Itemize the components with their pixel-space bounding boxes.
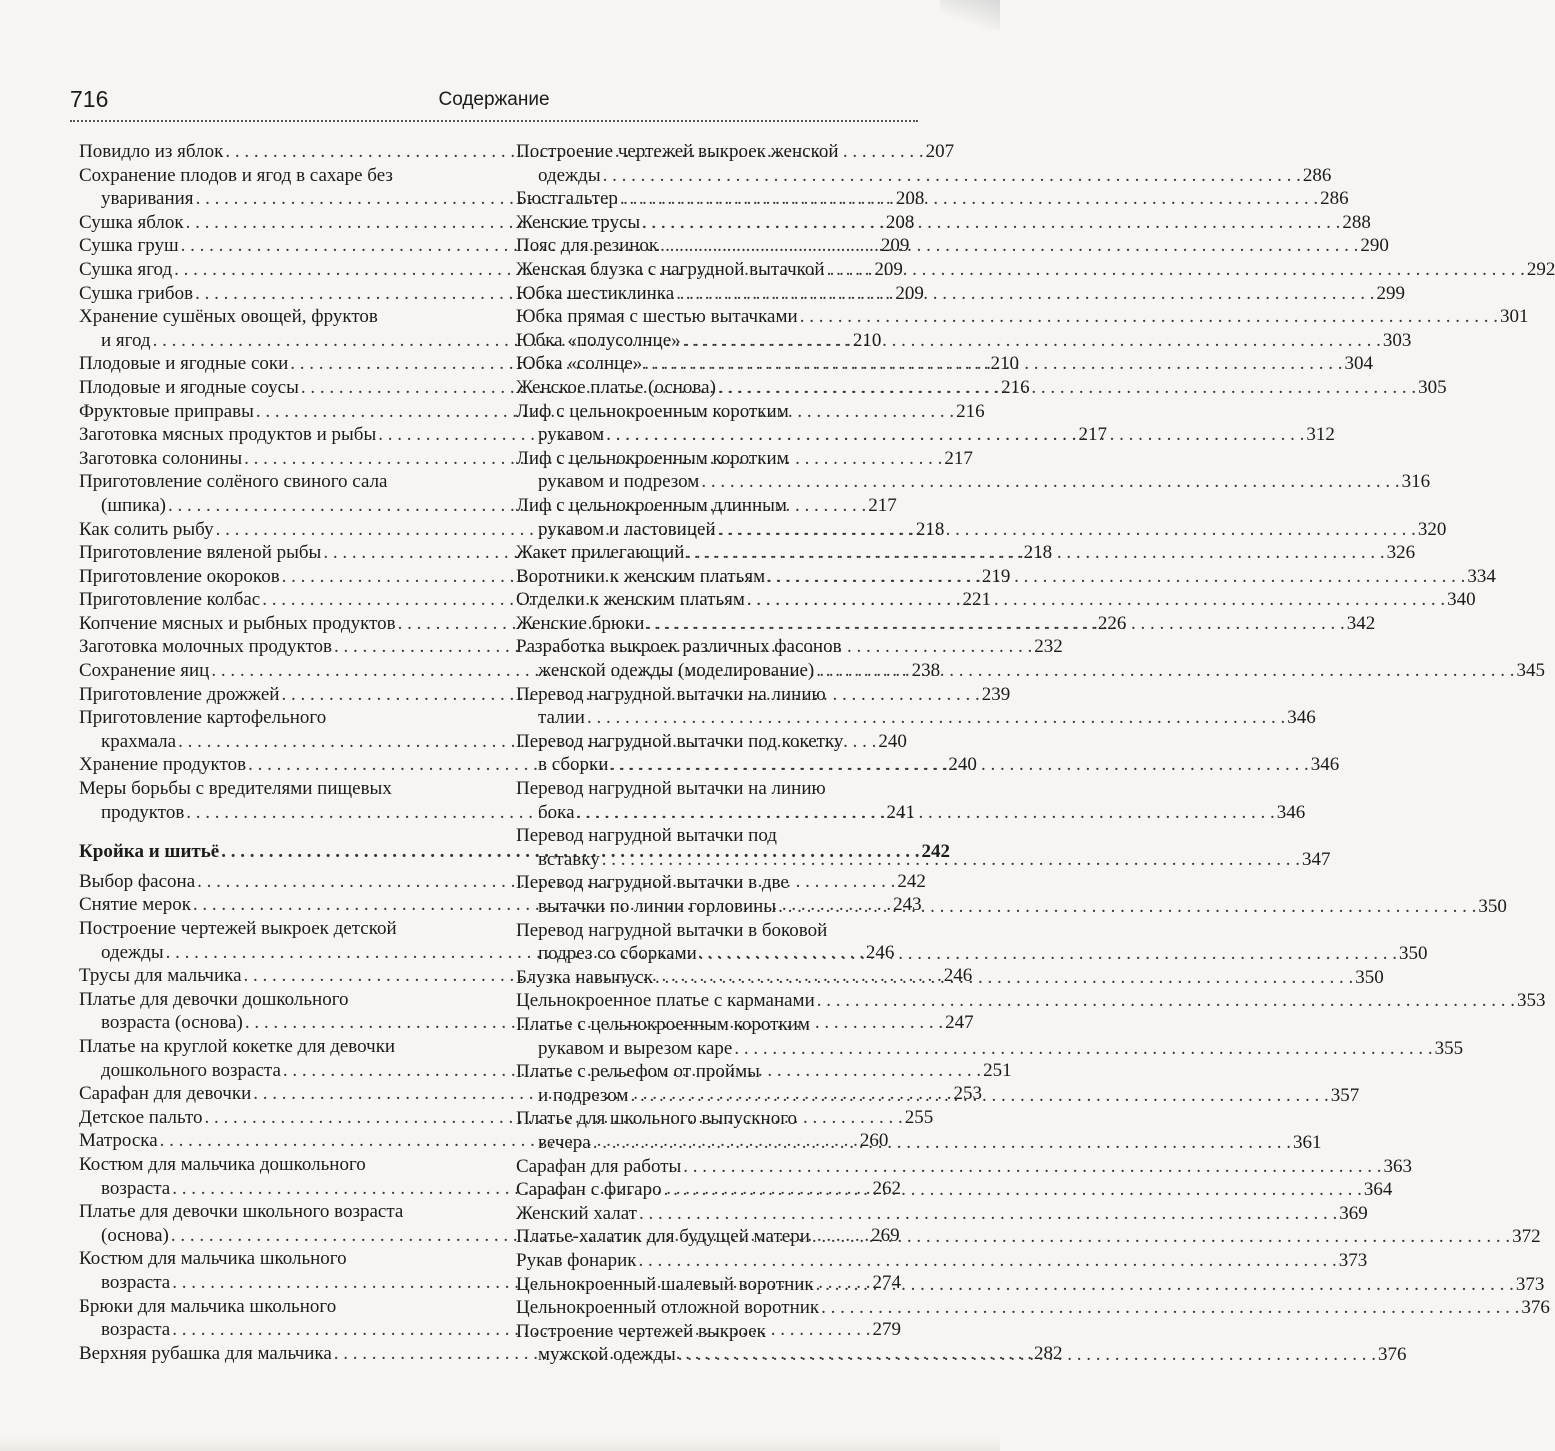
toc-entry-title: Женское платье (основа) xyxy=(516,376,716,398)
dot-leader xyxy=(646,612,1344,636)
toc-page-number: 364 xyxy=(1363,1179,1393,1201)
toc-page-number: 346 xyxy=(1287,707,1316,729)
toc-entry-title: Плодовые и ягодные соусы xyxy=(79,376,299,398)
toc-entry-title: Перевод нагрудной вытачки под xyxy=(516,825,777,847)
dot-leader xyxy=(638,1249,1336,1273)
toc-entry-title: Хранение сушёных овощей, фруктов xyxy=(79,306,378,328)
toc-page-number: 240 xyxy=(878,730,907,752)
toc-page-number: 316 xyxy=(1401,471,1431,493)
toc-page-number: 210 xyxy=(852,329,882,351)
toc-entry-title: Приготовление вяленой рыбы xyxy=(79,542,322,564)
toc-entry-line xyxy=(516,234,1389,258)
toc-entry-title: Кройка и шитьё xyxy=(79,841,220,863)
toc-page-number: 218 xyxy=(915,518,945,540)
dot-leader xyxy=(767,565,1465,589)
toc-entry-line xyxy=(516,329,1412,353)
dot-leader xyxy=(664,1178,1362,1202)
page-number: 716 xyxy=(70,86,109,112)
toc-entry xyxy=(516,989,1546,1013)
dot-leader xyxy=(593,1132,1291,1153)
toc-entry-line xyxy=(516,211,1371,235)
toc-entry-line xyxy=(516,305,1529,329)
toc-entry-title: Сушка яблок xyxy=(79,211,184,233)
toc-entry xyxy=(516,777,1306,824)
toc-entry-title-cont: дошкольного возраста xyxy=(101,1059,281,1081)
toc-page-number: 301 xyxy=(1499,306,1529,328)
toc-entry-line xyxy=(516,187,1349,211)
toc-page-number: 253 xyxy=(953,1083,982,1105)
toc-page-number: 246 xyxy=(865,941,895,963)
toc-page-number: 357 xyxy=(1330,1084,1360,1106)
toc-page-number: 304 xyxy=(1344,353,1374,375)
dot-leader xyxy=(827,258,1525,282)
toc-entry-title: Юбка «солнце» xyxy=(516,353,643,375)
toc-page-number: 218 xyxy=(1023,542,1053,564)
toc-entry-title-cont: уваривания xyxy=(101,188,194,210)
toc-entry-title: Воротники к женским платьям xyxy=(516,565,766,587)
toc-entry-title: Построение чертежей выкроек xyxy=(516,1320,766,1342)
toc-entry-title: Заготовка мясных продуктов и рыбы xyxy=(79,424,377,446)
toc-entry xyxy=(516,1249,1368,1273)
toc-entry-title: Женские трусы xyxy=(516,211,641,233)
toc-page-number: 286 xyxy=(1302,164,1332,186)
dot-leader xyxy=(660,234,1358,258)
toc-entry-title: Матроска xyxy=(79,1130,158,1152)
toc-entry-title: Цельнокроенный шалевый воротник xyxy=(516,1273,814,1295)
toc-entry-title: Снятие мерок xyxy=(79,894,191,916)
toc-entry-title: Сохранение плодов и ягод в сахаре без xyxy=(79,164,393,186)
toc-entry-line xyxy=(516,1131,1322,1155)
toc-entry-title-cont: в сборки xyxy=(538,754,609,776)
toc-entry-title: Построение чертежей выкроек детской xyxy=(79,918,397,939)
toc-entry-line xyxy=(516,989,1546,1013)
toc-entry-title-cont: рукавом и ластовицей xyxy=(538,518,716,540)
toc-entry xyxy=(516,187,1349,211)
dot-leader xyxy=(718,519,1416,540)
toc-entry-title: Верхняя рубашка для мальчика xyxy=(79,1342,332,1364)
toc-page-number: 361 xyxy=(1293,1131,1322,1153)
toc-entry xyxy=(516,329,1412,353)
toc-page-number: 217 xyxy=(1078,424,1107,446)
toc-entry-title-cont: вытачки по линии горловины xyxy=(538,896,777,917)
toc-page-number: 210 xyxy=(990,353,1020,375)
toc-entry-line xyxy=(516,1296,1550,1320)
toc-entry xyxy=(516,234,1389,258)
page-corner-shadow xyxy=(940,0,1000,30)
toc-page-number: 279 xyxy=(872,1319,901,1341)
toc-entry-title: Сушка ягод xyxy=(79,258,173,280)
toc-page-number: 239 xyxy=(981,683,1011,705)
toc-entry-title: Разработка выкроек различных фасонов xyxy=(516,636,842,658)
toc-entry-title: Приготовление дрожжей xyxy=(79,683,280,705)
toc-page-number: 255 xyxy=(904,1106,934,1128)
toc-entry-title: Приготовление солёного свиного сала xyxy=(79,471,388,493)
toc-page-number: 286 xyxy=(1320,188,1349,210)
dot-leader xyxy=(620,187,1318,211)
dot-leader xyxy=(606,424,1304,445)
toc-entry-title: Сарафан для девочки xyxy=(79,1083,252,1105)
toc-page-number: 260 xyxy=(859,1130,889,1152)
toc-entry-title: Перевод нагрудной вытачки в две xyxy=(516,872,789,894)
toc-page-number: 288 xyxy=(1342,211,1371,233)
toc-page-number: 363 xyxy=(1383,1155,1413,1177)
toc-page-number: 326 xyxy=(1386,542,1416,564)
dot-leader xyxy=(587,707,1285,728)
toc-entry-title: Как солить рыбу xyxy=(79,518,214,540)
dot-leader xyxy=(683,329,1381,353)
toc-entry-line xyxy=(516,470,1431,494)
toc-page-number: 209 xyxy=(874,258,903,280)
toc-entry-title: Юбка «полусолнце» xyxy=(516,329,681,351)
toc-page-number: 242 xyxy=(897,870,926,892)
dot-leader xyxy=(610,754,1308,775)
dot-leader xyxy=(642,211,1340,235)
toc-page-number: 242 xyxy=(921,841,950,863)
toc-entry xyxy=(516,305,1529,329)
toc-entry-title: Заготовка солонины xyxy=(79,447,243,469)
toc-entry-title: Детское пальто xyxy=(79,1106,203,1128)
toc-page-number: 372 xyxy=(1512,1226,1541,1248)
toc-page-number: 345 xyxy=(1516,660,1546,682)
toc-entry-line xyxy=(516,801,1306,825)
toc-page-number: 373 xyxy=(1515,1273,1545,1295)
toc-page-number: 353 xyxy=(1517,990,1546,1012)
toc-entry xyxy=(516,1178,1393,1202)
toc-page-number: 208 xyxy=(885,211,915,233)
toc-entry-title-cont: возраста xyxy=(101,1319,171,1341)
dot-leader xyxy=(639,1202,1337,1226)
toc-entry-title: Копчение мясных и рыбных продуктов xyxy=(79,612,396,634)
toc-entry-title-cont: (основа) xyxy=(101,1224,169,1246)
toc-page-number: 303 xyxy=(1382,329,1412,351)
dot-leader xyxy=(718,376,1416,400)
toc-entry-title: Рукав фонарик xyxy=(516,1249,637,1271)
toc-entry-title: Цельнокроенный отложной воротник xyxy=(516,1297,820,1319)
toc-entry-title: Костюм для мальчика дошкольного xyxy=(79,1153,366,1175)
dot-leader xyxy=(817,989,1515,1013)
toc-page-number: 247 xyxy=(945,1012,974,1034)
toc-page-number: 209 xyxy=(880,235,910,257)
toc-entry-title-cont: продуктов xyxy=(101,801,185,823)
toc-page-number: 219 xyxy=(981,565,1011,587)
dot-leader xyxy=(699,943,1397,964)
toc-entry-title: Построение чертежей выкроек женской xyxy=(516,141,839,162)
toc-page-number: 240 xyxy=(948,754,977,776)
toc-page-number: 238 xyxy=(911,660,941,682)
toc-entry-line xyxy=(516,1225,1541,1249)
toc-page-number: 334 xyxy=(1467,565,1496,587)
toc-entry-title: Хранение продуктов xyxy=(79,754,247,776)
running-title: Содержание xyxy=(438,89,550,110)
toc-entry-title: Костюм для мальчика школьного xyxy=(79,1248,347,1270)
toc-entry-title: Брюки для мальчика школьного xyxy=(79,1295,337,1317)
toc-entry-title-cont: одежды xyxy=(101,941,164,963)
toc-entry-title-cont: возраста xyxy=(101,1177,171,1199)
toc-entry-title: Женские брюки xyxy=(516,612,645,634)
toc-entry-line xyxy=(516,282,1405,306)
toc-page-number: 217 xyxy=(944,447,973,469)
toc-entry-title: Фруктовые приправы xyxy=(79,400,254,422)
toc-page-number: 340 xyxy=(1447,589,1476,611)
toc-page-number: 347 xyxy=(1301,848,1331,870)
toc-entry-title: Сохранение яиц xyxy=(79,660,210,682)
toc-page-number: 373 xyxy=(1338,1249,1368,1271)
toc-entry-title: Трусы для мальчика xyxy=(79,965,242,987)
toc-page-number: 246 xyxy=(943,965,973,987)
toc-page-number: 221 xyxy=(962,589,991,611)
toc-entry xyxy=(516,1202,1368,1226)
toc-page-number: 299 xyxy=(1376,282,1405,304)
toc-entry-title: Перевод нагрудной вытачки в боковой xyxy=(516,919,828,941)
toc-page-number: 274 xyxy=(872,1271,901,1293)
toc-entry-title: Лиф с цельнокроенным длинным xyxy=(516,494,787,516)
toc-entry xyxy=(516,871,1507,918)
toc-entry xyxy=(516,282,1405,306)
toc-entry-title: Приготовление колбас xyxy=(79,589,261,611)
dot-leader xyxy=(812,1225,1510,1249)
toc-entry-title: Выбор фасона xyxy=(79,870,196,892)
toc-page-number: 292 xyxy=(1526,258,1555,280)
toc-entry-line xyxy=(516,1202,1368,1226)
running-header xyxy=(70,86,918,122)
toc-entry-title-cont: одежды xyxy=(538,164,601,186)
toc-page-number: 376 xyxy=(1378,1344,1407,1366)
toc-entry-line xyxy=(516,942,1428,966)
toc-page-number: 216 xyxy=(956,400,985,422)
toc-page-number: 243 xyxy=(893,894,922,916)
toc-page-number: 350 xyxy=(1478,896,1507,917)
toc-page-number: 346 xyxy=(1276,801,1306,823)
toc-entry-title: Сушка груш xyxy=(79,235,179,257)
toc-entry-title-cont: и ягод xyxy=(101,329,151,351)
dot-leader xyxy=(683,1155,1381,1179)
dot-leader xyxy=(577,802,1275,823)
toc-entry-line xyxy=(516,258,1555,282)
toc-entry-title: Пояс для резинок xyxy=(516,235,659,257)
toc-page-number: 350 xyxy=(1399,943,1428,965)
page-bottom-edge xyxy=(0,1437,1000,1451)
toc-page-number: 226 xyxy=(1097,612,1127,634)
toc-page-number: 350 xyxy=(1355,966,1384,988)
toc-entry-title: Лиф с цельнокроенным коротким xyxy=(516,400,789,422)
toc-entry xyxy=(516,258,1555,282)
toc-page-number: 369 xyxy=(1339,1202,1368,1224)
toc-entry-line xyxy=(516,164,1332,188)
toc-entry-title-cont: возраста xyxy=(101,1271,171,1293)
dot-leader xyxy=(655,966,1353,990)
toc-entry-title: Сарафан для работы xyxy=(516,1155,682,1177)
toc-entry xyxy=(516,1296,1550,1320)
toc-page-number: 217 xyxy=(868,494,897,516)
toc-entry-title-cont: женской одежды (моделирование) xyxy=(538,660,815,682)
toc-entry-title: Платье для девочки дошкольного xyxy=(79,988,349,1010)
dot-leader xyxy=(800,305,1498,329)
toc-entry-title: Платье для школьного выпускного xyxy=(516,1108,798,1130)
toc-entry-title-cont: подрез со сборками xyxy=(538,943,697,965)
toc-entry-title-cont: возраста (основа) xyxy=(101,1012,243,1034)
toc-entry-title: Перевод нагрудной вытачки на линию xyxy=(516,778,826,800)
dot-leader xyxy=(676,282,1374,306)
toc-entry-line xyxy=(516,1249,1368,1273)
toc-entry-title: Юбка шестиклинка xyxy=(516,282,675,304)
dot-leader xyxy=(747,588,1445,612)
dot-leader xyxy=(686,541,1384,565)
toc-entry-title: Плодовые и ягодные соки xyxy=(79,353,289,375)
toc-entry-line xyxy=(516,895,1507,919)
toc-entry-title-cont: вставку xyxy=(538,848,600,870)
toc-entry-title: Сушка грибов xyxy=(79,282,194,304)
toc-page-number: 320 xyxy=(1417,518,1447,540)
toc-entry xyxy=(516,1273,1545,1297)
dot-leader xyxy=(816,660,1514,681)
toc-page-number: 241 xyxy=(886,801,916,823)
toc-entry-title: Цельнокроенное платье с карманами xyxy=(516,990,815,1012)
toc-entry-title-cont: талии xyxy=(538,707,585,729)
toc-entry-title: Лиф с цельнокроенным коротким xyxy=(516,447,789,469)
toc-entry-title: Блузка навыпуск xyxy=(516,966,653,988)
toc-page-number: 262 xyxy=(872,1177,901,1199)
toc-page-number: 376 xyxy=(1521,1297,1550,1319)
toc-page-number: 342 xyxy=(1346,612,1376,634)
toc-entry xyxy=(516,1155,1413,1179)
toc-entry-title: Перевод нагрудной вытачки под кокетку xyxy=(516,730,844,752)
toc-entry-title: Приготовление окороков xyxy=(79,565,280,587)
dot-leader xyxy=(701,471,1399,492)
toc-page-number: 282 xyxy=(1034,1342,1063,1364)
toc-page-number: 216 xyxy=(1001,376,1030,398)
toc-entry-title: Платье с рельефом от проймы xyxy=(516,1061,760,1083)
toc-page-number: 232 xyxy=(1034,636,1063,658)
toc-entry xyxy=(516,919,1428,966)
toc-entry-title: Платье-халатик для будущей матери xyxy=(516,1226,810,1248)
dot-leader xyxy=(602,849,1300,870)
toc-entry xyxy=(516,1225,1541,1249)
dot-leader xyxy=(630,1085,1328,1106)
toc-page-number: 251 xyxy=(983,1059,1012,1081)
toc-entry-title: Меры борьбы с вредителями пищевых xyxy=(79,778,392,800)
toc-entry-line xyxy=(516,1037,1464,1061)
toc-entry-line xyxy=(516,1155,1413,1179)
toc-entry-title-cont: мужской одежды xyxy=(538,1344,676,1366)
toc-entry-title: Отделки к женским платьям xyxy=(516,589,745,611)
dot-leader xyxy=(816,1273,1514,1297)
toc-entry-title-cont: вечера xyxy=(538,1131,591,1153)
toc-entry-title: Заготовка молочных продуктов xyxy=(79,636,332,658)
toc-entry-title-cont: рукавом и подрезом xyxy=(538,471,700,493)
toc-entry-title: Юбка прямая с шестью вытачками xyxy=(516,306,798,328)
toc-entry-title: Перевод нагрудной вытачки на линию xyxy=(516,683,826,705)
toc-entry-title-cont: рукавом xyxy=(538,424,605,446)
toc-entry-title-cont: и подрезом xyxy=(538,1084,629,1106)
toc-entry-title: Сарафан с фигаро xyxy=(516,1179,662,1201)
toc-entry-title: Приготовление картофельного xyxy=(79,707,327,729)
toc-entry-line xyxy=(516,706,1316,730)
toc-entry-title: Платье с цельнокроенным коротким xyxy=(516,1013,810,1035)
toc-page-number: 269 xyxy=(871,1224,900,1246)
toc-entry-title: Повидло из яблок xyxy=(79,141,224,162)
toc-entry-title-cont: бока xyxy=(538,801,575,823)
toc-entry-title-cont: крахмала xyxy=(101,730,177,752)
toc-entry-title-cont: рукавом и вырезом каре xyxy=(538,1037,733,1059)
dot-leader xyxy=(603,165,1301,186)
toc-entry-title: Бюстгальтер xyxy=(516,188,618,210)
toc-page-number: 312 xyxy=(1306,424,1335,446)
toc-entry xyxy=(516,211,1371,235)
toc-entry-title: Платье для девочки школьного возраста xyxy=(79,1201,404,1223)
dot-leader xyxy=(778,896,1476,917)
toc-page-number: 346 xyxy=(1310,754,1340,776)
toc-entry-line xyxy=(516,1178,1393,1202)
dot-leader xyxy=(821,1296,1519,1320)
toc-page-number: 290 xyxy=(1360,235,1389,257)
toc-entry-title: Женская блузка с нагрудной вытачкой xyxy=(516,258,825,280)
toc-entry-title: Женский халат xyxy=(516,1202,637,1224)
dot-leader xyxy=(678,1344,1376,1365)
toc-entry-title: Жакет прилегающий xyxy=(516,542,685,564)
toc-page-number: 207 xyxy=(925,141,955,162)
toc-page-number: 305 xyxy=(1418,376,1447,398)
dot-leader xyxy=(734,1038,1432,1059)
toc-page-number: 355 xyxy=(1434,1037,1464,1059)
toc-entry-line xyxy=(516,1273,1545,1297)
toc-entry-title-cont: (шпика) xyxy=(101,494,166,516)
dot-leader xyxy=(644,352,1342,376)
toc-entry-title: Платье на круглой кокетке для девочки xyxy=(79,1035,396,1057)
toc-page-number: 208 xyxy=(895,188,925,210)
toc-page-number: 209 xyxy=(895,282,924,304)
